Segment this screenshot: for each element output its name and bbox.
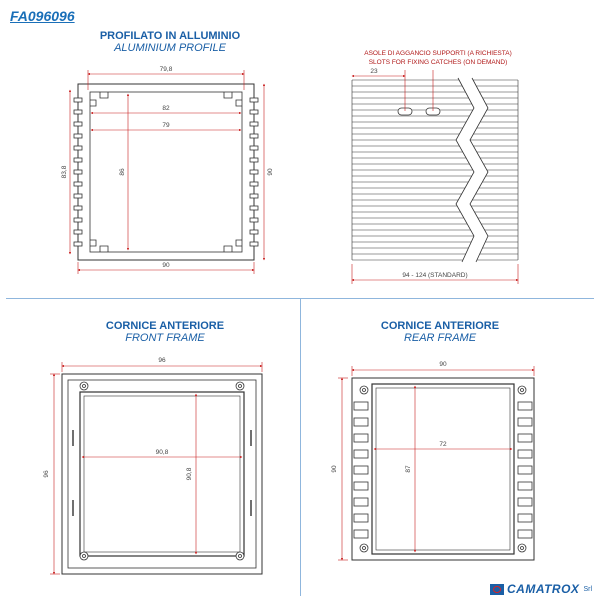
front-frame-drawing <box>50 362 262 574</box>
brand-logo <box>490 582 592 596</box>
profile-dim-outer-height: 83,8 <box>61 165 68 179</box>
profile-cross-section <box>70 70 264 274</box>
rear-frame-drawing <box>338 366 534 560</box>
profile-title-en: ALUMINIUM PROFILE <box>114 42 226 54</box>
rear-frame-dim-height: 90 <box>331 465 338 473</box>
profile-dim-inner-width-a: 82 <box>162 105 170 112</box>
front-frame-dim-inner-width: 90,8 <box>155 449 169 456</box>
front-frame-title-it: CORNICE ANTERIORE <box>105 320 225 332</box>
side-view-length: 94 - 124 (STANDARD) <box>402 272 468 279</box>
front-frame-title-en: FRONT FRAME <box>125 332 205 344</box>
profile-dim-top-width: 79,8 <box>159 66 173 73</box>
profile-dim-inner-height: 86 <box>119 168 126 176</box>
product-code: FA096096 <box>10 8 75 24</box>
front-frame-dim-inner-height: 90,8 <box>186 467 193 481</box>
brand-name: CAMATROX <box>507 582 580 596</box>
rear-frame-dim-inner-width: 72 <box>439 441 447 448</box>
side-view-note-en: SLOTS FOR FIXING CATCHES (ON DEMAND) <box>368 59 508 66</box>
profile-side-view <box>352 70 518 284</box>
rear-frame-dim-inner-height: 87 <box>405 465 412 473</box>
profile-dim-inner-width-b: 79 <box>162 122 170 129</box>
camatrox-logo-icon <box>490 584 504 595</box>
front-frame-dim-height: 96 <box>43 470 50 478</box>
rear-frame-dim-width: 90 <box>439 361 447 368</box>
side-view-slot-offset: 23 <box>370 68 378 75</box>
rear-frame-title-en: REAR FRAME <box>403 332 477 344</box>
profile-dim-right-height: 90 <box>267 168 274 176</box>
brand-suffix: Srl <box>583 585 592 593</box>
profile-dim-bottom-width: 90 <box>162 262 170 269</box>
profile-title-it: PROFILATO IN ALLUMINIO <box>99 30 241 42</box>
front-frame-dim-width: 96 <box>158 357 166 364</box>
rear-frame-title-it: CORNICE ANTERIORE <box>380 320 500 332</box>
side-view-note-it: ASOLE DI AGGANCIO SUPPORTI (A RICHIESTA) <box>364 50 512 57</box>
